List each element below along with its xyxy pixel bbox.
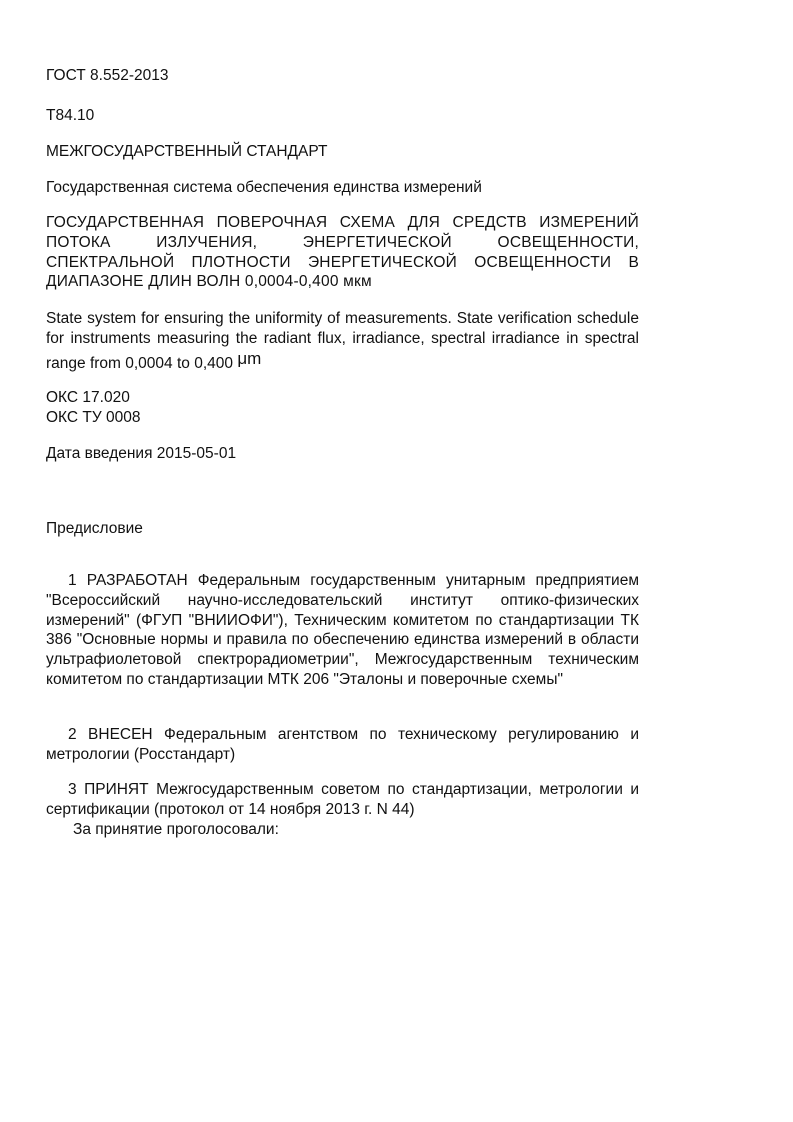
classification-code: Т84.10 bbox=[46, 107, 95, 124]
title-en-unit: μm bbox=[237, 348, 262, 368]
intro-date: Дата введения 2015-05-01 bbox=[46, 445, 237, 462]
title-en bbox=[46, 309, 639, 373]
system-title: Государственная система обеспечения единства измерений bbox=[46, 179, 482, 196]
oks-code-2: ОКС ТУ 0008 bbox=[46, 409, 141, 426]
foreword-item-3: 3 ПРИНЯТ Межгосударственным советом по стандартизации, метрологии и сертификации (протокол от 14 ноября 2013 г. N 44) bbox=[46, 781, 639, 818]
title-en-text: State system for ensuring the uniformity of measurements. State verification schedule for instruments measuring the radiant flux, irradiance, spectral irradiance in spectral range from 0,0004 to 0,400 bbox=[46, 310, 639, 372]
foreword-heading: Предисловие bbox=[46, 520, 143, 537]
voted-label: За принятие проголосовали: bbox=[73, 821, 279, 838]
oks-code-1: ОКС 17.020 bbox=[46, 389, 130, 406]
title-ru: ГОСУДАРСТВЕННАЯ ПОВЕРОЧНАЯ СХЕМА ДЛЯ СРЕДСТВ ИЗМЕРЕНИЙ ПОТОКА ИЗЛУЧЕНИЯ, ЭНЕРГЕТИЧЕСКОЙ ОСВЕЩЕННОСТИ, СПЕКТРАЛЬНОЙ ПЛОТНОСТИ ЭНЕРГЕТИЧЕСКОЙ ОСВЕЩЕННОСТИ В ДИАПАЗОНЕ ДЛИН ВОЛН 0,0004-0,400 мкм bbox=[46, 214, 639, 291]
standard-type: МЕЖГОСУДАРСТВЕННЫЙ СТАНДАРТ bbox=[46, 143, 328, 160]
foreword-item-1: 1 РАЗРАБОТАН Федеральным государственным унитарным предприятием "Всероссийский научно-исследовательский институт оптико-физических измерений" (ФГУП "ВНИИОФИ"), Техническим комитетом по стандартизации ТК 386 "Основные нормы и правила по обеспечению единства измерений в области ультрафиолетовой спектрорадиометрии", Межгосударственным техническим комитетом по стандартизации МТК 206 "Эталоны и поверочные схемы" bbox=[46, 572, 639, 688]
foreword-item-2: 2 ВНЕСЕН Федеральным агентством по техническому регулированию и метрологии (Росстандарт) bbox=[46, 726, 639, 763]
gost-number: ГОСТ 8.552-2013 bbox=[46, 67, 169, 84]
